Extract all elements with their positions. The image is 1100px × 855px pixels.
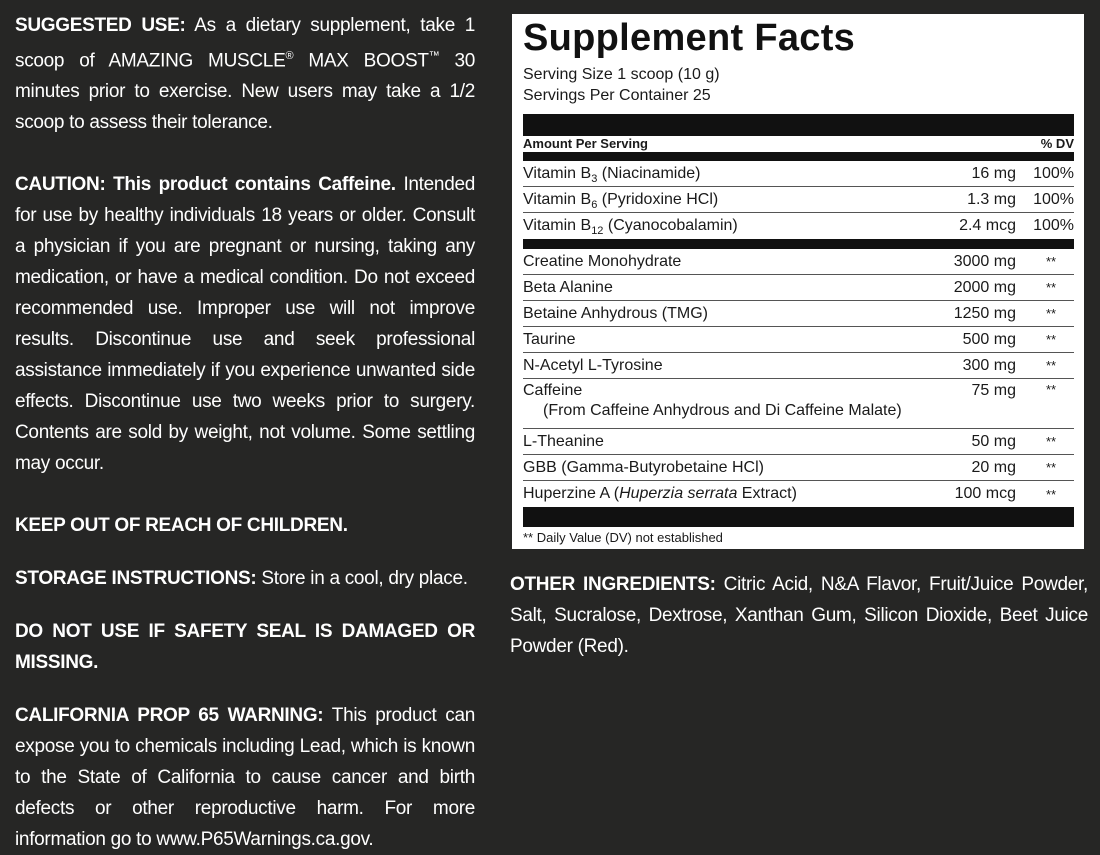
header-dv: % DV bbox=[1040, 136, 1074, 151]
vitamin-rows bbox=[523, 161, 1074, 239]
keep-out-warning: KEEP OUT OF REACH OF CHILDREN. bbox=[15, 515, 348, 537]
table-row: GBB (Gamma-Butyrobetaine HCl) 20 mg ** bbox=[523, 455, 1074, 481]
supplement-facts-panel bbox=[512, 14, 1084, 549]
serving-info bbox=[523, 64, 1074, 106]
divider-medium bbox=[523, 239, 1074, 249]
table-row: N-Acetyl L-Tyrosine 300 mg ** bbox=[523, 353, 1074, 379]
divider-thick bbox=[523, 507, 1074, 527]
table-row: Huperzine A (Huperzia serrata Extract) 100 mcg ** bbox=[523, 485, 1057, 502]
prop65-warning: CALIFORNIA PROP 65 WARNING: This product can expose you to chemicals including Lead, which is known to the State of California to cause cancer and birth defects or other reproductive harm. For more information go to www.P65Warnings.ca.gov. bbox=[15, 705, 475, 851]
table-row: Creatine Monohydrate 3000 mg ** bbox=[523, 249, 1074, 275]
storage-instructions: STORAGE INSTRUCTIONS: Store in a cool, dry place. bbox=[15, 568, 468, 590]
table-row: Caffeine (From Caffeine Anhydrous and Di Caffeine Malate) 75 mg ** bbox=[523, 379, 1074, 429]
table-row: Vitamin $B_{12}$ (Cyanocobalamin) 2.4 mcg 100% bbox=[523, 217, 1074, 237]
facts-header-row bbox=[523, 136, 1074, 152]
divider-medium bbox=[523, 152, 1074, 161]
label-text-column bbox=[15, 10, 475, 855]
header-amount: Amount Per Serving bbox=[523, 136, 648, 151]
dv-footnote: ** Daily Value (DV) not established bbox=[523, 530, 723, 545]
table-row: L-Theanine 50 mg ** bbox=[523, 429, 1074, 455]
other-ingredients: OTHER INGREDIENTS: Citric Acid, N&A Flavor, Fruit/Juice Powder, Salt, Sucralose, Dextrose, Xanthan Gum, Silicon Dioxide, Beet Juice Powder (Red). bbox=[510, 574, 1088, 657]
table-row: Taurine 500 mg ** bbox=[523, 327, 1074, 353]
divider-thick bbox=[523, 114, 1074, 136]
suggested-use: SUGGESTED USE: As a dietary supplement, take 1 scoop of AMAZING MUSCLE® MAX BOOST™ 30 minutes prior to exercise. New users may take a 1/2 scoop to assess their tolerance. bbox=[15, 15, 476, 134]
table-row: Beta Alanine 2000 mg ** bbox=[523, 275, 1074, 301]
facts-title: Supplement Facts bbox=[523, 17, 856, 59]
table-row: Vitamin $B_3$ (Niacinamide) 16 mg 100% bbox=[523, 161, 1074, 187]
caution: CAUTION: This product contains Caffeine. Intended for use by healthy individuals 18 years or older. Consult a physician if you are pregnant or nursing, taking any medication, or have a medical condition. Do not exceed recommended use. Improper use will not improve results. Discontinue use and seek professional assistance immediately if you experience unwanted side effects. Discontinue use two weeks prior to surgery. Contents are sold by weight, not volume. Some settling may occur. bbox=[15, 174, 476, 475]
table-row: Vitamin $B_6$ (Pyridoxine HCl) 1.3 mg 100% bbox=[523, 187, 1074, 213]
table-row: Betaine Anhydrous (TMG) 1250 mg ** bbox=[523, 301, 1074, 327]
serving-size: Serving Size 1 scoop (10 g) bbox=[523, 66, 720, 83]
safety-seal-warning: DO NOT USE IF SAFETY SEAL IS DAMAGED OR MISSING. bbox=[15, 621, 475, 674]
ingredient-rows bbox=[523, 249, 1074, 507]
servings-per-container: Servings Per Container 25 bbox=[523, 87, 711, 104]
